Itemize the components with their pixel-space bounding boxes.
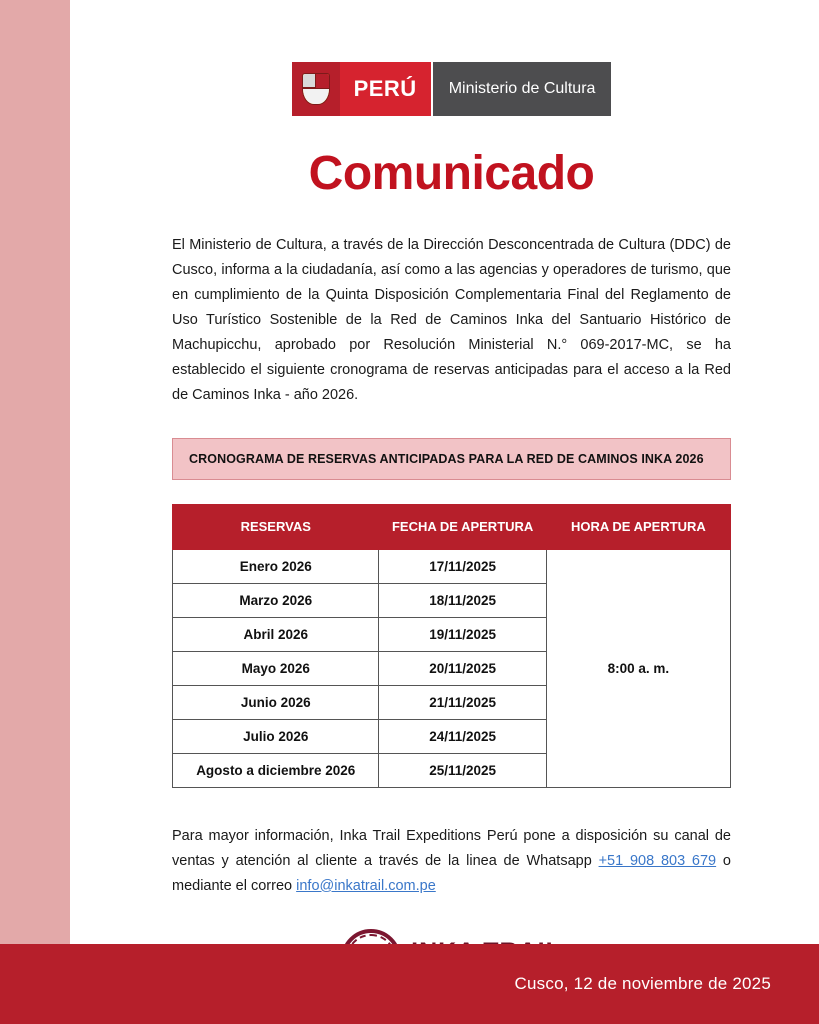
shield-shape	[302, 73, 330, 105]
intro-paragraph: El Ministerio de Cultura, a través de la Dirección Desconcentrada de Cultura (DDC) de Cusco, informa a la ciudadanía, así como a las agencias y operadores de turismo, que en cumplimiento de la Quinta Disposición Complementaria Final del Reglamento de Uso Turístico Sostenible de la Red de Caminos Inka del Santuario Histórico de Machupicchu, aprobado por Resolución Ministerial N.° 069-2017-MC, se ha establecido el siguiente cronograma de reservas anticipadas para el acceso a la Red de Caminos Inka - año 2026.	[172, 237, 731, 403]
contact-note-part1: Para mayor información, Inka Trail Expeditions Perú pone a disposición su canal de ventas y atención al cliente a través de la linea de Whatsapp	[172, 827, 731, 869]
cell-reserva: Agosto a diciembre 2026	[173, 753, 379, 787]
column-header-reservas: RESERVAS	[173, 504, 379, 549]
page-title: Comunicado	[308, 147, 595, 200]
cell-reserva: Marzo 2026	[173, 583, 379, 617]
contact-note-part2: o mediante el correo	[172, 852, 731, 894]
cell-hora: 8:00 a. m.	[546, 549, 730, 787]
logo-box	[292, 62, 612, 116]
document-content	[84, 0, 819, 944]
country-label: PERÚ	[340, 62, 431, 116]
footer-bar	[0, 944, 819, 1024]
cell-fecha: 21/11/2025	[379, 685, 546, 719]
cell-fecha: 20/11/2025	[379, 651, 546, 685]
column-header-fecha: FECHA DE APERTURA	[379, 504, 546, 549]
cell-reserva: Abril 2026	[173, 617, 379, 651]
ministry-label: Ministerio de Cultura	[431, 62, 612, 116]
contact-note	[172, 824, 731, 899]
cell-fecha: 19/11/2025	[379, 617, 546, 651]
peru-coat-of-arms-icon	[292, 62, 340, 116]
whatsapp-phone-link[interactable]: +51 908 803 679	[598, 852, 717, 869]
footer-place-date: Cusco, 12 de noviembre de 2025	[514, 974, 771, 993]
ministry-logo	[84, 0, 819, 116]
cell-reserva: Mayo 2026	[173, 651, 379, 685]
cell-reserva: Junio 2026	[173, 685, 379, 719]
cell-fecha: 25/11/2025	[379, 753, 546, 787]
cell-reserva: Julio 2026	[173, 719, 379, 753]
email-link[interactable]: info@inkatrail.com.pe	[296, 877, 436, 894]
schedule-banner: CRONOGRAMA DE RESERVAS ANTICIPADAS PARA LA RED DE CAMINOS INKA 2026	[172, 438, 731, 480]
shield-lower	[303, 88, 329, 104]
cell-fecha: 18/11/2025	[379, 583, 546, 617]
table-header-row	[173, 504, 731, 549]
cell-fecha: 24/11/2025	[379, 719, 546, 753]
left-white-gap	[70, 0, 84, 944]
left-decorative-band	[0, 0, 70, 944]
column-header-hora: HORA DE APERTURA	[546, 504, 730, 549]
schedule-table	[172, 504, 731, 788]
cell-fecha: 17/11/2025	[379, 549, 546, 583]
table-row	[173, 549, 731, 583]
cell-reserva: Enero 2026	[173, 549, 379, 583]
